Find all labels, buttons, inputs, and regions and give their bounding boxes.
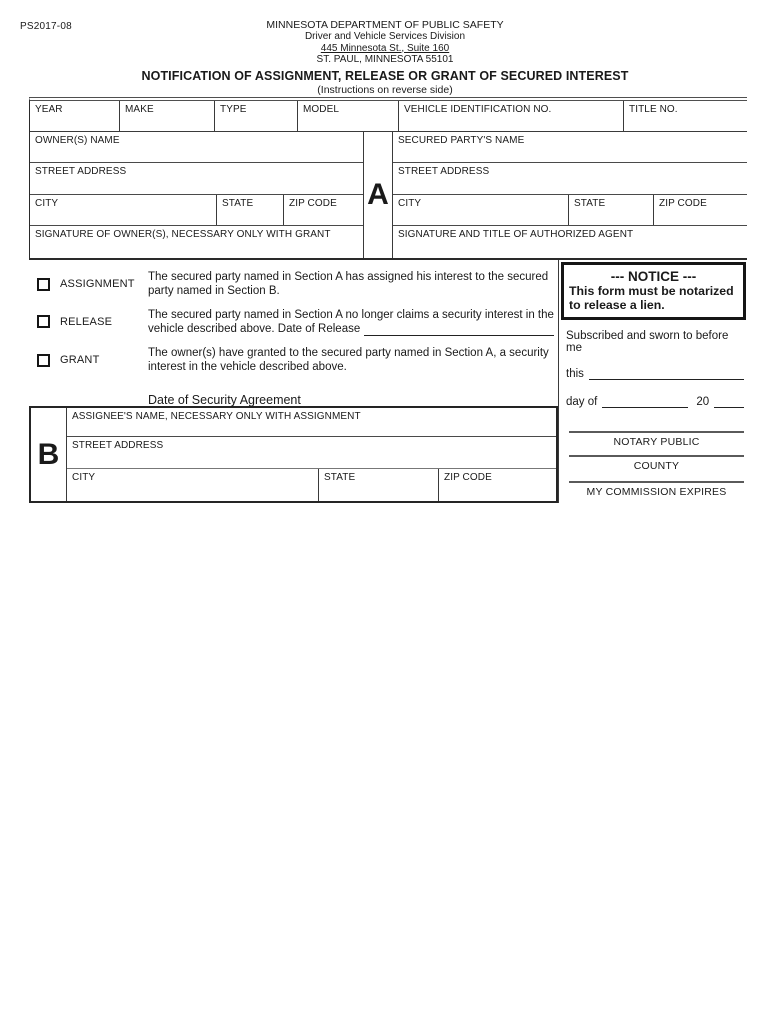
release-text-line2: [148, 322, 554, 336]
security-agreement-date-row: [29, 389, 558, 407]
notary-month-input[interactable]: [602, 395, 688, 408]
grant-checkbox[interactable]: [37, 354, 50, 367]
owner-name-label: OWNER(S) NAME: [35, 135, 120, 146]
notary-this-row: [566, 367, 744, 380]
section-a-letter: A: [367, 178, 389, 211]
owner-name-field[interactable]: [30, 132, 363, 163]
year-field[interactable]: [30, 101, 120, 131]
action-checkbox-area: [29, 260, 558, 407]
release-text-line1: The secured party named in Section A no longer claims a security interest in the: [148, 308, 554, 321]
page-title: NOTIFICATION OF ASSIGNMENT, RELEASE OR GRANT OF SECURED INTEREST: [141, 68, 629, 83]
date-of-release-input[interactable]: [364, 323, 554, 336]
release-label: RELEASE: [60, 315, 113, 328]
owner-zip-label: ZIP CODE: [289, 198, 337, 209]
owner-zip-field[interactable]: [284, 195, 363, 225]
city-state-line: ST. PAUL, MINNESOTA 55101: [316, 54, 454, 65]
section-a-owner-column: [30, 132, 363, 258]
assignee-zip-field[interactable]: [439, 469, 556, 501]
assignee-street-field[interactable]: [67, 437, 556, 468]
title-no-label: TITLE NO.: [629, 104, 678, 115]
notary-public-label: NOTARY PUBLIC: [613, 436, 700, 448]
section-a: [30, 132, 747, 258]
form-number: PS2017-08: [20, 21, 72, 32]
make-label: MAKE: [125, 104, 154, 115]
release-checkbox[interactable]: [37, 315, 50, 328]
release-text-line2-text: vehicle described above. Date of Release: [148, 322, 361, 335]
assignment-row: [29, 265, 558, 303]
section-a-letter-column: [363, 132, 393, 258]
secured-party-street-field[interactable]: [393, 163, 747, 195]
vin-field[interactable]: [399, 101, 624, 131]
section-b: [29, 406, 558, 503]
street-address-line: 445 Minnesota St., Suite 160: [320, 42, 450, 54]
notary-day-row: [566, 395, 744, 408]
instructions-note: (Instructions on reverse side): [317, 83, 453, 96]
secured-party-state-field[interactable]: [569, 195, 654, 225]
section-b-letter: B: [37, 437, 60, 471]
release-description: [148, 308, 558, 336]
make-field[interactable]: [120, 101, 215, 131]
assignee-city-state-zip-row: [67, 469, 556, 501]
assignment-label: ASSIGNMENT: [60, 278, 135, 290]
assignment-text-line2: party named in Section B.: [148, 285, 280, 297]
notary-year-input[interactable]: [714, 395, 744, 408]
middle-zone: [29, 260, 747, 503]
owner-signature-field[interactable]: [30, 226, 363, 258]
notary-signature-block: [569, 431, 744, 498]
section-a-secured-party-column: [393, 132, 747, 258]
owner-state-label: STATE: [222, 198, 254, 209]
title-no-field[interactable]: [624, 101, 747, 131]
notary-column: [558, 260, 747, 503]
year-label: YEAR: [35, 104, 63, 115]
secured-party-state-label: STATE: [574, 198, 606, 209]
assignment-text-line1: The secured party named in Section A has assigned his interest to the secured: [148, 271, 549, 283]
release-row: [29, 303, 558, 340]
agent-signature-field[interactable]: [393, 226, 747, 258]
assignment-checkbox[interactable]: [37, 278, 50, 291]
secured-party-name-field[interactable]: [393, 132, 747, 163]
commission-expires-label: MY COMMISSION EXPIRES: [586, 486, 727, 498]
assignment-description: [148, 270, 558, 298]
assignee-state-field[interactable]: [319, 469, 439, 501]
assignee-street-label: STREET ADDRESS: [72, 440, 164, 452]
assignee-zip-label: ZIP CODE: [444, 471, 492, 483]
notice-body: This form must be notarized to release a lien.: [569, 284, 734, 312]
security-agreement-date-label: Date of Security Agreement: [148, 393, 301, 407]
notary-date-input[interactable]: [589, 367, 744, 380]
vehicle-info-row: [30, 101, 747, 132]
assignee-name-field[interactable]: [67, 408, 556, 437]
assignee-city-label: CITY: [72, 471, 96, 483]
form-header: [0, 0, 770, 97]
assignee-name-label: ASSIGNEE'S NAME, NECESSARY ONLY WITH ASSIGNMENT: [72, 411, 361, 422]
owner-street-label: STREET ADDRESS: [35, 166, 127, 177]
secured-party-city-label: CITY: [398, 198, 422, 209]
this-label: this: [566, 368, 584, 380]
vin-label: VEHICLE IDENTIFICATION NO.: [404, 104, 552, 115]
agency-name: MINNESOTA DEPARTMENT OF PUBLIC SAFETY: [266, 19, 504, 31]
assignment-choice: [29, 278, 148, 291]
assignee-state-label: STATE: [324, 471, 356, 483]
owner-state-field[interactable]: [217, 195, 284, 225]
secured-party-name-label: SECURED PARTY'S NAME: [398, 135, 525, 146]
type-field[interactable]: [215, 101, 298, 131]
vehicle-and-section-a-table: [29, 97, 747, 260]
division-name: Driver and Vehicle Services Division: [304, 31, 466, 42]
secured-party-city-field[interactable]: [393, 195, 569, 225]
section-b-letter-column: [31, 408, 67, 501]
security-agreement-date-input[interactable]: [308, 394, 553, 407]
assignee-city-field[interactable]: [67, 469, 319, 501]
actions-and-section-b-column: [29, 260, 558, 503]
owner-city-label: CITY: [35, 198, 59, 209]
owner-signature-label: SIGNATURE OF OWNER(S), NECESSARY ONLY WITH GRANT: [35, 229, 331, 240]
notice-title: --- NOTICE ---: [610, 269, 697, 284]
section-b-fields: [67, 408, 556, 501]
grant-row: [29, 340, 558, 380]
sworn-statement: Subscribed and sworn to before me: [566, 330, 729, 354]
grant-choice: [29, 354, 148, 367]
grant-text-line1: The owner(s) have granted to the secured party named in Section A, a security: [148, 347, 549, 359]
secured-party-zip-label: ZIP CODE: [659, 198, 707, 209]
notice-box: [561, 262, 746, 320]
grant-description: [148, 346, 558, 374]
county-label: COUNTY: [633, 460, 680, 472]
owner-street-field[interactable]: [30, 163, 363, 195]
century-prefix: 20: [696, 396, 710, 408]
grant-text-line2: interest in the vehicle described above.: [148, 361, 347, 373]
secured-party-street-label: STREET ADDRESS: [398, 166, 490, 177]
model-field[interactable]: [298, 101, 399, 131]
agent-signature-label: SIGNATURE AND TITLE OF AUTHORIZED AGENT: [398, 229, 634, 240]
grant-label: GRANT: [60, 354, 100, 366]
secured-party-city-state-zip-row: [393, 195, 747, 226]
type-label: TYPE: [220, 104, 247, 115]
secured-party-zip-field[interactable]: [654, 195, 747, 225]
owner-city-state-zip-row: [30, 195, 363, 226]
owner-city-field[interactable]: [30, 195, 217, 225]
model-label: MODEL: [303, 104, 340, 115]
day-of-label: day of: [566, 396, 598, 408]
release-choice: [29, 315, 148, 328]
